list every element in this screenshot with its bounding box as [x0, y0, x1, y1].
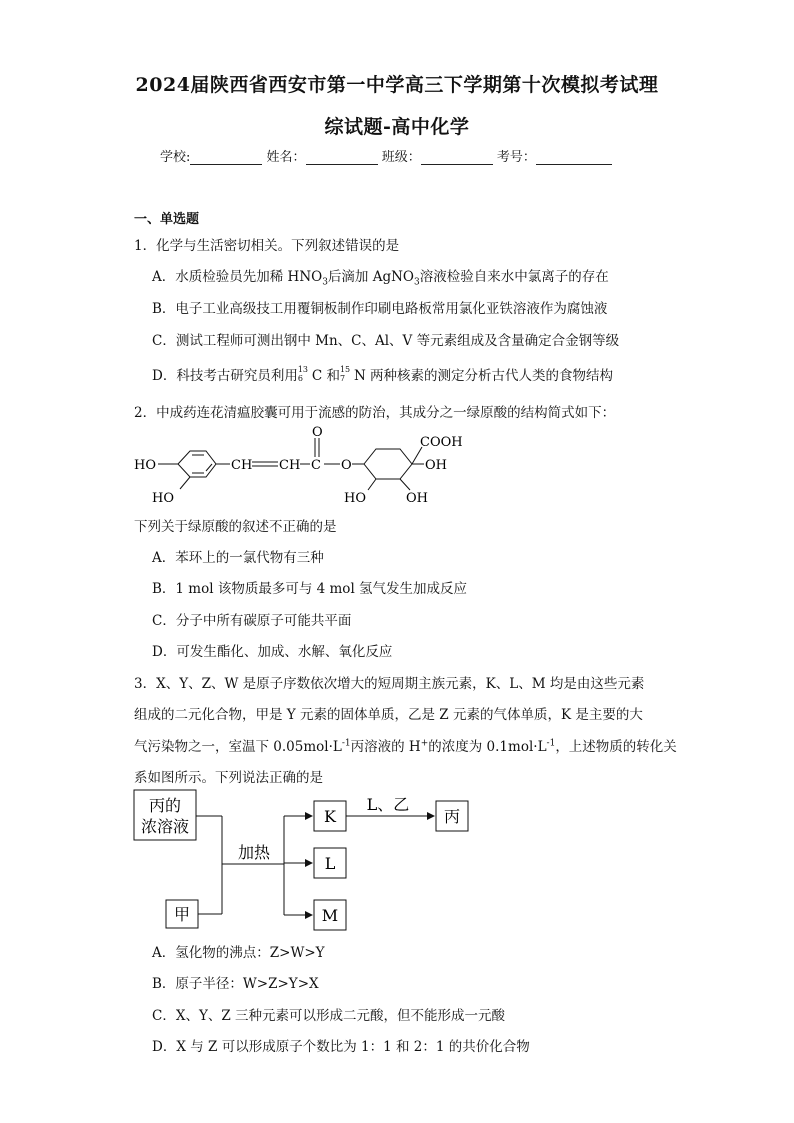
- q3-line3-text3: 的浓度为 0.1mol·L: [428, 739, 547, 755]
- q1-d-text3: N 两种核素的测定分析古代人类的食物结构: [353, 368, 614, 384]
- exam-title-line1: 2024届陕西省西安市第一中学高三下学期第十次模拟考试理: [135, 74, 659, 96]
- q1-stem: 1．化学与生活密切相关。下列叙述错误的是: [134, 238, 400, 254]
- nitrogen-isotope: 15 7: [339, 365, 351, 383]
- q3-option-a: A．氢化物的沸点：Z>W>Y: [152, 945, 325, 961]
- q3-line3-sup3: -1: [546, 738, 556, 749]
- q1-option-d: [152, 364, 613, 384]
- q1-a-text3: 溶液检验自来水中氯离子的存在: [419, 269, 609, 285]
- q3-line1: 3．X、Y、Z、W 是原子序数依次增大的短周期主族元素，K、L、M 均是由这些元素: [134, 676, 645, 692]
- class-label: 班级：: [381, 150, 421, 165]
- chlorogenic-acid-structure: [130, 422, 480, 510]
- school-label: 学校:: [160, 150, 191, 165]
- bing-label: 丙: [443, 807, 461, 826]
- q1-d-text2: C 和: [311, 368, 340, 384]
- ch-label-1: CH: [231, 458, 253, 473]
- q3-line4: 系如图所示。下列说法正确的是: [134, 770, 323, 786]
- q1-a-text2: 后滴加 AgNO: [327, 269, 414, 285]
- q2-stem: 2．中成药连花清瘟胶囊可用于流感的防治，其成分之一绿原酸的结构简式如下：: [134, 405, 616, 421]
- section-heading: 一、单选题: [134, 212, 200, 227]
- q3-line2: 组成的二元化合物，甲是 Y 元素的固体单质，乙是 Z 元素的气体单质，K 是主要的大: [134, 707, 643, 723]
- q2-option-c: C．分子中所有碳原子可能共平面: [152, 613, 352, 629]
- ho-label-1: HO: [134, 458, 156, 473]
- reaction-flow-diagram: [130, 786, 480, 934]
- ester-oxygen-label: O: [341, 458, 352, 473]
- box1-line1: 丙的: [148, 796, 182, 815]
- q2-option-d: D．可发生酯化、加成、水解、氧化反应: [152, 644, 393, 660]
- school-blank[interactable]: [190, 150, 262, 165]
- ho-label-2: HO: [152, 491, 174, 506]
- q2-option-a: A．苯环上的一氯代物有三种: [152, 550, 324, 566]
- q3-line3-sup2: +: [420, 738, 429, 749]
- ho-label-3: HO: [344, 491, 366, 506]
- q1-a-sub1: 3: [322, 277, 328, 288]
- student-info-row: [160, 146, 612, 165]
- q3-option-d: D．X 与 Z 可以形成原子个数比为 1：1 和 2：1 的共价化合物: [152, 1039, 530, 1055]
- q1-d-text1: D．科技考古研究员利用: [152, 368, 298, 384]
- oh-label-1: OH: [425, 458, 447, 473]
- ch-label-2: CH: [279, 458, 301, 473]
- q3-line3-sup1: -1: [341, 738, 351, 749]
- exam-title-line2: 综试题-高中化学: [324, 116, 470, 138]
- q3-option-c: C．X、Y、Z 三种元素可以形成二元酸，但不能形成一元酸: [152, 1008, 506, 1024]
- q3-option-b: B．原子半径：W>Z>Y>X: [152, 976, 319, 992]
- arrow-reagent-label: L、乙: [366, 795, 410, 814]
- exam-no-blank[interactable]: [536, 150, 612, 165]
- q2-option-b: B．1 mol 该物质最多可与 4 mol 氢气发生加成反应: [152, 581, 468, 597]
- q3-line3-text2: 丙溶液的 H: [350, 739, 421, 755]
- oh-label-2: OH: [406, 491, 428, 506]
- q1-option-c: C．测试工程师可测出钢中 Mn、C、Al、V 等元素组成及含量确定合金钢等级: [152, 333, 620, 349]
- q1-a-sub2: 3: [414, 277, 420, 288]
- k-label: K: [324, 807, 336, 826]
- box-jia-label: 甲: [173, 905, 191, 924]
- carbonyl-oxygen-label: O: [312, 425, 323, 440]
- q3-line3-text1: 气污染物之一，室温下 0.05mol·L: [134, 739, 342, 755]
- box1-line2: 浓溶液: [140, 817, 190, 836]
- exam-no-label: 考号：: [496, 150, 536, 165]
- q1-option-b: B．电子工业高级技工用覆铜板制作印刷电路板常用氯化亚铁溶液作为腐蚀液: [152, 301, 608, 317]
- q3-line3: [134, 735, 677, 755]
- q3-line3-text4: ，上述物质的转化关: [555, 739, 677, 755]
- q1-option-a: [152, 265, 609, 288]
- q1-a-text1: A．水质检验员先加稀 HNO: [152, 269, 323, 285]
- q2-lead: 下列关于绿原酸的叙述不正确的是: [134, 519, 337, 535]
- carbonyl-carbon-label: C: [311, 458, 321, 473]
- name-label: 姓名：: [266, 150, 306, 165]
- heat-label: 加热: [237, 843, 271, 862]
- l-label: L: [324, 854, 336, 873]
- carbon-isotope: 13 6: [297, 365, 309, 383]
- cooh-label: COOH: [420, 435, 463, 450]
- class-blank[interactable]: [421, 150, 493, 165]
- m-label: M: [321, 906, 339, 925]
- name-blank[interactable]: [306, 150, 378, 165]
